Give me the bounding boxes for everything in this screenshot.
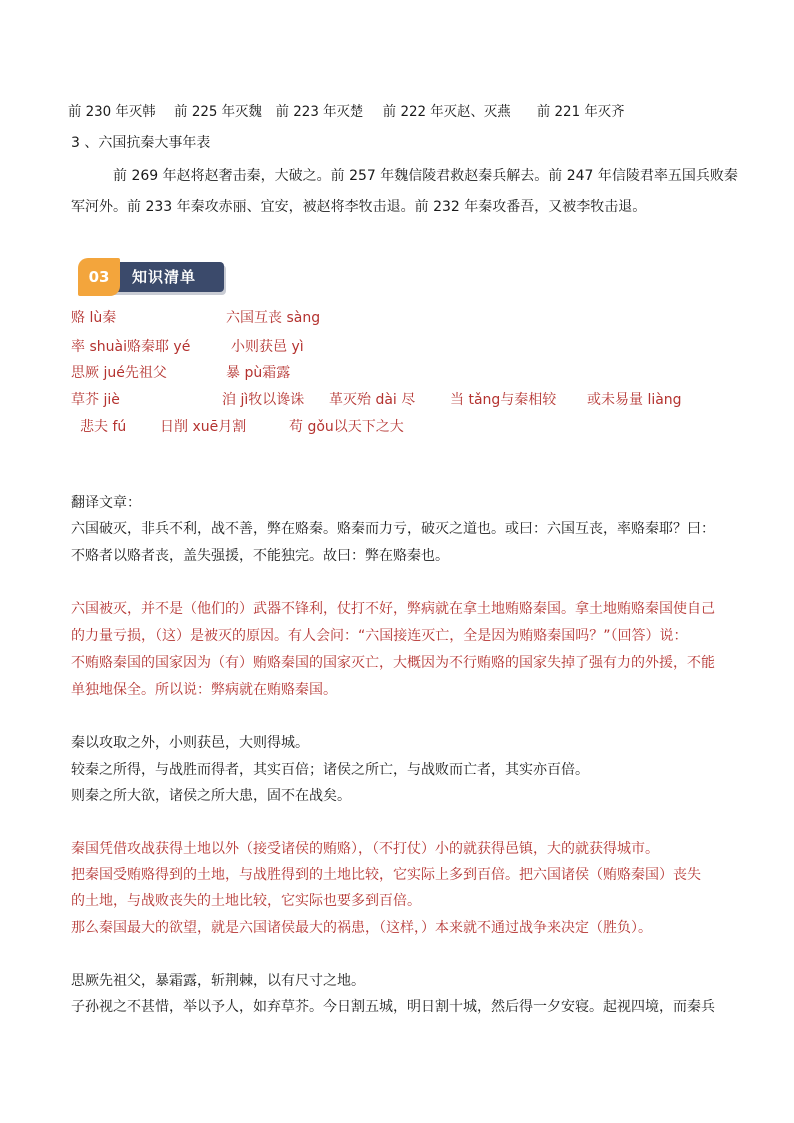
translation-line: 的土地，与战败丧失的土地比较，它实际也要多到百倍。	[71, 893, 421, 909]
vocab-item: 当 tǎng与秦相较	[450, 392, 557, 408]
timeline-item: 前 223 年灭楚	[275, 104, 364, 120]
vocab-item: 小则获邑 yì	[231, 339, 304, 355]
vocab-item: 苟 gǒu以天下之大	[289, 419, 404, 435]
original-line: 思厥先祖父，暴霜露，斩荆棘，以有尺寸之地。	[71, 973, 365, 989]
translation-line: 的力量亏损，（这）是被灭的原因。有人会问：“六国接连灭亡，全是因为贿赂秦国吗？”（回答）说：	[71, 628, 688, 644]
timeline-item: 前 222 年灭赵、灭燕	[382, 104, 511, 120]
original-line: 则秦之所大欲，诸侯之所大患，固不在战矣。	[71, 788, 351, 804]
timeline-item: 前 225 年灭魏	[174, 104, 262, 120]
vocab-item: 悲夫 fú	[80, 419, 127, 435]
vocab-item: 思厥 jué先祖父	[71, 365, 167, 381]
vocab-item: 赂 lù秦	[71, 310, 117, 326]
vocab-item: 暴 pù霜露	[226, 365, 291, 381]
translation-line: 六国被灭，并不是（他们的）武器不锋利，仗打不好，弊病就在拿土地贿赂秦国。拿土地贿赂秦国使自己	[71, 601, 715, 617]
original-line: 不赂者以赂者丧，盖失强援，不能独完。故曰：弊在赂秦也。	[71, 548, 449, 564]
translation-line: 秦国凭借攻战获得土地以外（接受诸侯的贿赂），（不打仗）小的就获得邑镇，大的就获得城市。	[71, 841, 659, 857]
vocab-item: 六国互丧 sàng	[226, 310, 321, 326]
translation-line: 那么秦国最大的欲望，就是六国诸侯最大的祸患，（这样，）本来就不通过战争来决定（胜负）。	[71, 920, 652, 936]
translation-line: 把秦国受贿赂得到的土地，与战胜得到的土地比较，它实际上多到百倍。把六国诸侯（贿赂秦国）丧失	[71, 867, 701, 883]
vocab-item: 或未易量 liàng	[587, 392, 682, 408]
translation-line: 单独地保全。所以说：弊病就在贿赂秦国。	[71, 682, 337, 698]
timeline-item: 前 230 年灭韩	[67, 104, 156, 120]
timeline-item: 前 221 年灭齐	[536, 104, 625, 120]
section-number: 03	[78, 258, 120, 296]
heading-3: 3 、六国抗秦大事年表	[71, 135, 211, 151]
events-line: 军河外。前 233 年秦攻赤丽、宜安，被赵将李牧击退。前 232 年秦攻番吾，又被李牧击退。	[71, 199, 647, 215]
section-title: 知识清单	[132, 268, 197, 286]
section-badge	[78, 258, 224, 298]
translate-label: 翻译文章：	[71, 495, 141, 511]
vocab-item: 草芥 jiè	[71, 392, 120, 408]
translation-line: 不贿赂秦国的国家因为（有）贿赂秦国的国家灭亡，大概因为不行贿赂的国家失掉了强有力的外援，不能	[71, 655, 715, 671]
original-line: 秦以攻取之外，小则获邑，大则得城。	[71, 735, 309, 751]
vocab-item: 革灭殆 dài 尽	[329, 392, 416, 408]
vocab-item: 率 shuài赂秦耶 yé	[71, 339, 191, 355]
vocab-item: 洎 jì牧以谗诛	[222, 392, 305, 408]
events-line: 前 269 年赵将赵奢击秦，大破之。前 257 年魏信陵君救赵秦兵解去。前 247 年信陵君率五国兵败秦	[113, 168, 738, 184]
original-line: 较秦之所得，与战胜而得者，其实百倍；诸侯之所亡，与战败而亡者，其实亦百倍。	[71, 762, 589, 778]
original-line: 六国破灭，非兵不利，战不善，弊在赂秦。赂秦而力亏，破灭之道也。或曰：六国互丧，率赂秦耶？曰：	[71, 521, 715, 537]
fall-timeline	[0, 102, 760, 122]
original-line: 子孙视之不甚惜，举以予人，如弃草芥。今日割五城，明日割十城，然后得一夕安寝。起视四境，而秦兵	[71, 999, 715, 1015]
vocab-item: 日削 xuē月割	[160, 419, 247, 435]
